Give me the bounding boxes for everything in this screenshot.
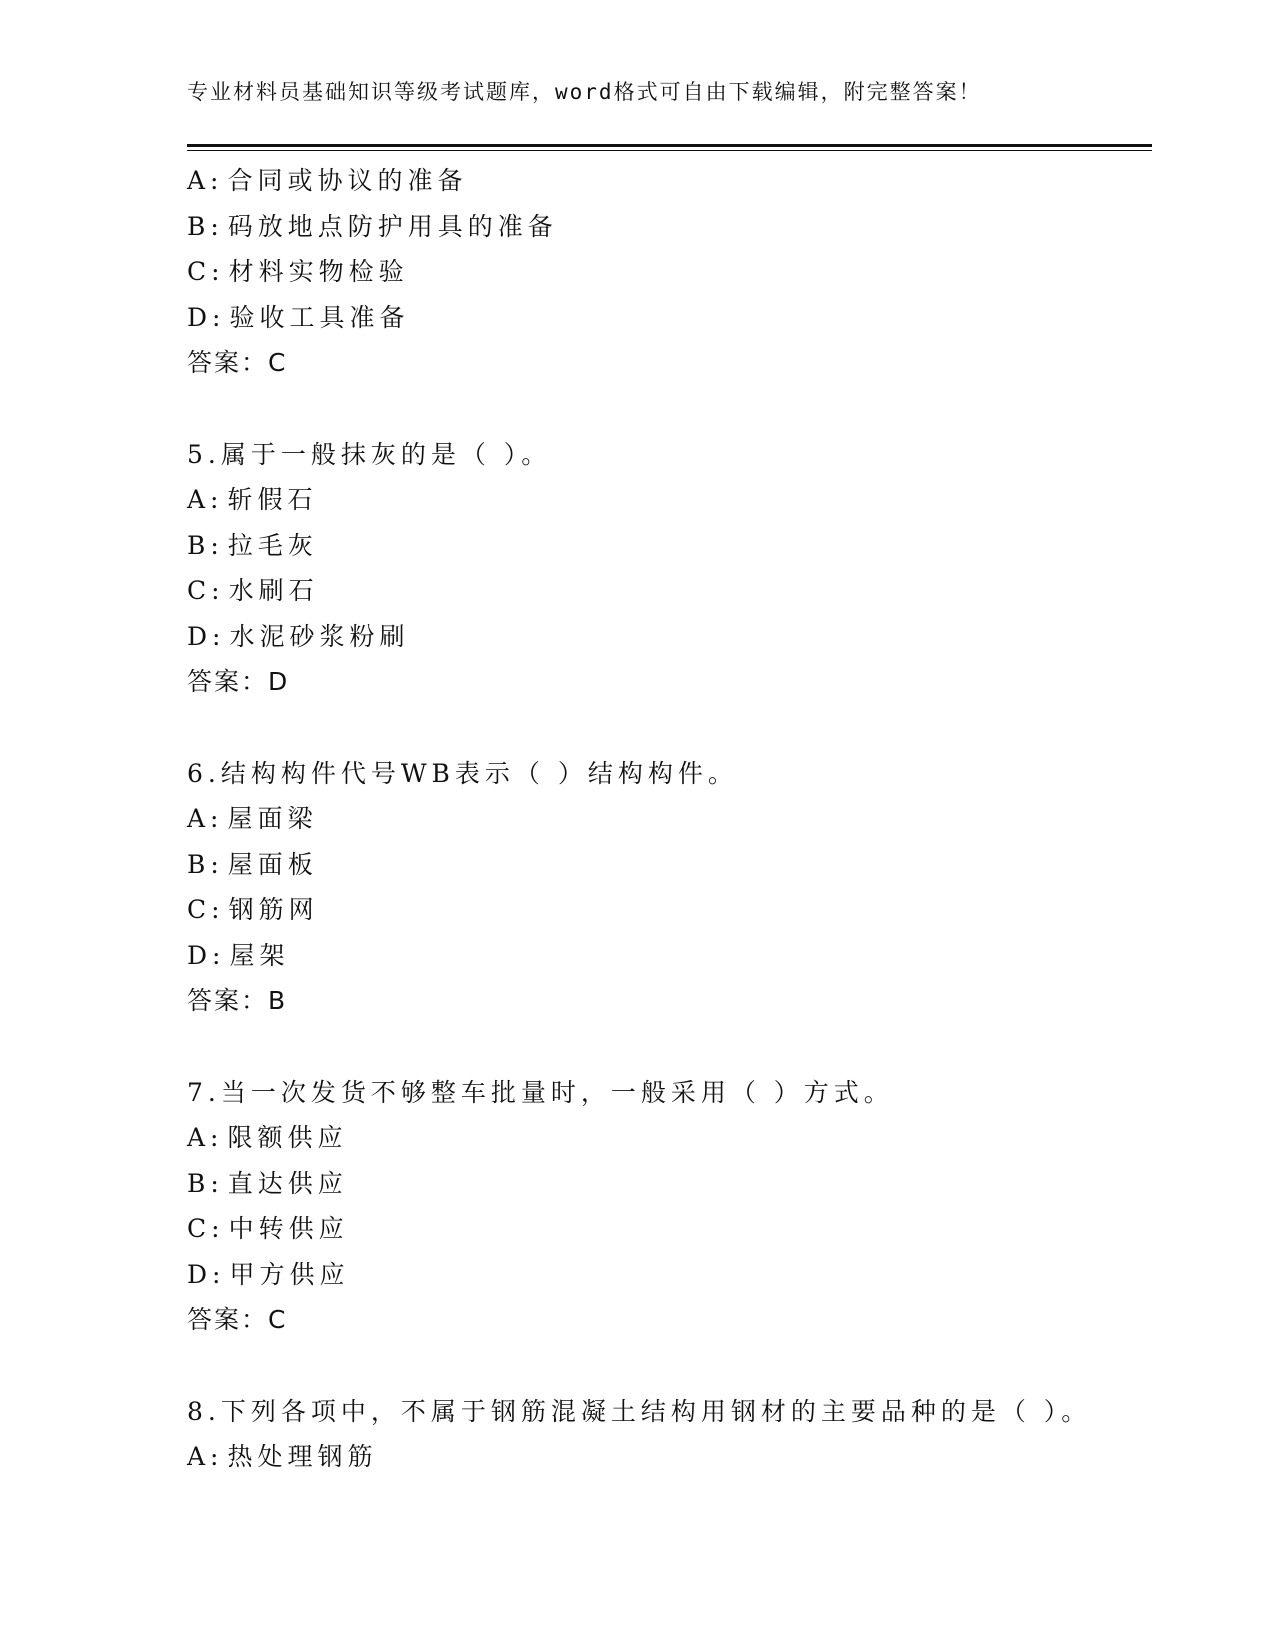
header-rule-thin — [187, 150, 1152, 151]
option-text: 热处理钢筋 — [227, 1442, 378, 1471]
option-text: 水刷石 — [228, 576, 319, 605]
option-b — [187, 842, 1152, 888]
question-7 — [187, 1070, 1152, 1343]
question-stem: 6.结构构件代号WB表示（ ）结构构件。 — [187, 758, 738, 788]
option-letter: B: — [187, 849, 224, 879]
option-b — [187, 523, 1152, 569]
header-rule-thick — [187, 144, 1152, 147]
option-text: 拉毛灰 — [227, 530, 318, 560]
option-a — [187, 1434, 1152, 1480]
page-header: 专业材料员基础知识等级考试题库，word格式可自由下载编辑，附完整答案！ — [187, 80, 982, 104]
option-c — [187, 249, 1152, 295]
option-b — [187, 1161, 1152, 1207]
question-4 — [187, 158, 1152, 386]
option-text: 材料实物检验 — [228, 257, 409, 286]
option-text: 中转供应 — [228, 1214, 349, 1243]
option-text: 直达供应 — [227, 1168, 348, 1198]
option-c — [187, 1206, 1152, 1252]
option-text: 限额供应 — [227, 1123, 348, 1152]
option-text: 验收工具准备 — [229, 302, 410, 332]
question-list — [187, 158, 1152, 1480]
option-letter: D: — [187, 621, 226, 651]
answer-line: 答案：C — [187, 348, 288, 377]
option-letter: A: — [187, 485, 224, 514]
option-text: 钢筋网 — [228, 895, 319, 924]
option-d — [187, 295, 1152, 341]
answer-line: 答案：B — [187, 986, 288, 1015]
option-d — [187, 614, 1152, 660]
option-letter: A: — [187, 166, 224, 195]
option-letter: C: — [187, 257, 225, 286]
option-letter: B: — [187, 1168, 224, 1198]
option-text: 屋架 — [229, 940, 290, 970]
option-d — [187, 933, 1152, 979]
option-letter: A: — [187, 804, 224, 833]
option-text: 码放地点防护用具的准备 — [227, 211, 558, 241]
option-letter: C: — [187, 895, 225, 924]
option-letter: D: — [187, 940, 226, 970]
option-text: 斩假石 — [227, 485, 318, 514]
answer-line: 答案：D — [187, 667, 290, 696]
option-c — [187, 568, 1152, 614]
option-a — [187, 477, 1152, 523]
option-letter: A: — [187, 1123, 224, 1152]
option-a — [187, 796, 1152, 842]
option-a — [187, 158, 1152, 204]
option-text: 屋面梁 — [227, 804, 318, 833]
option-letter: D: — [187, 1259, 226, 1289]
question-5 — [187, 432, 1152, 705]
option-letter: B: — [187, 211, 224, 241]
option-text: 甲方供应 — [229, 1259, 350, 1289]
option-text: 水泥砂浆粉刷 — [229, 621, 410, 651]
option-c — [187, 887, 1152, 933]
question-stem: 7.当一次发货不够整车批量时，一般采用（ ）方式。 — [187, 1077, 894, 1107]
option-letter: C: — [187, 1214, 225, 1243]
question-stem: 5.属于一般抹灰的是（ ）。 — [187, 439, 552, 469]
option-text: 合同或协议的准备 — [227, 166, 468, 195]
option-text: 屋面板 — [227, 849, 318, 879]
option-letter: D: — [187, 302, 226, 332]
answer-line: 答案：C — [187, 1305, 288, 1334]
question-8 — [187, 1389, 1152, 1480]
option-b — [187, 204, 1152, 250]
option-letter: A: — [187, 1442, 224, 1471]
option-d — [187, 1252, 1152, 1298]
question-6 — [187, 751, 1152, 1024]
option-letter: C: — [187, 576, 225, 605]
question-stem: 8.下列各项中，不属于钢筋混凝土结构用钢材的主要品种的是（ ）。 — [187, 1396, 1092, 1426]
option-a — [187, 1115, 1152, 1161]
option-letter: B: — [187, 530, 224, 560]
